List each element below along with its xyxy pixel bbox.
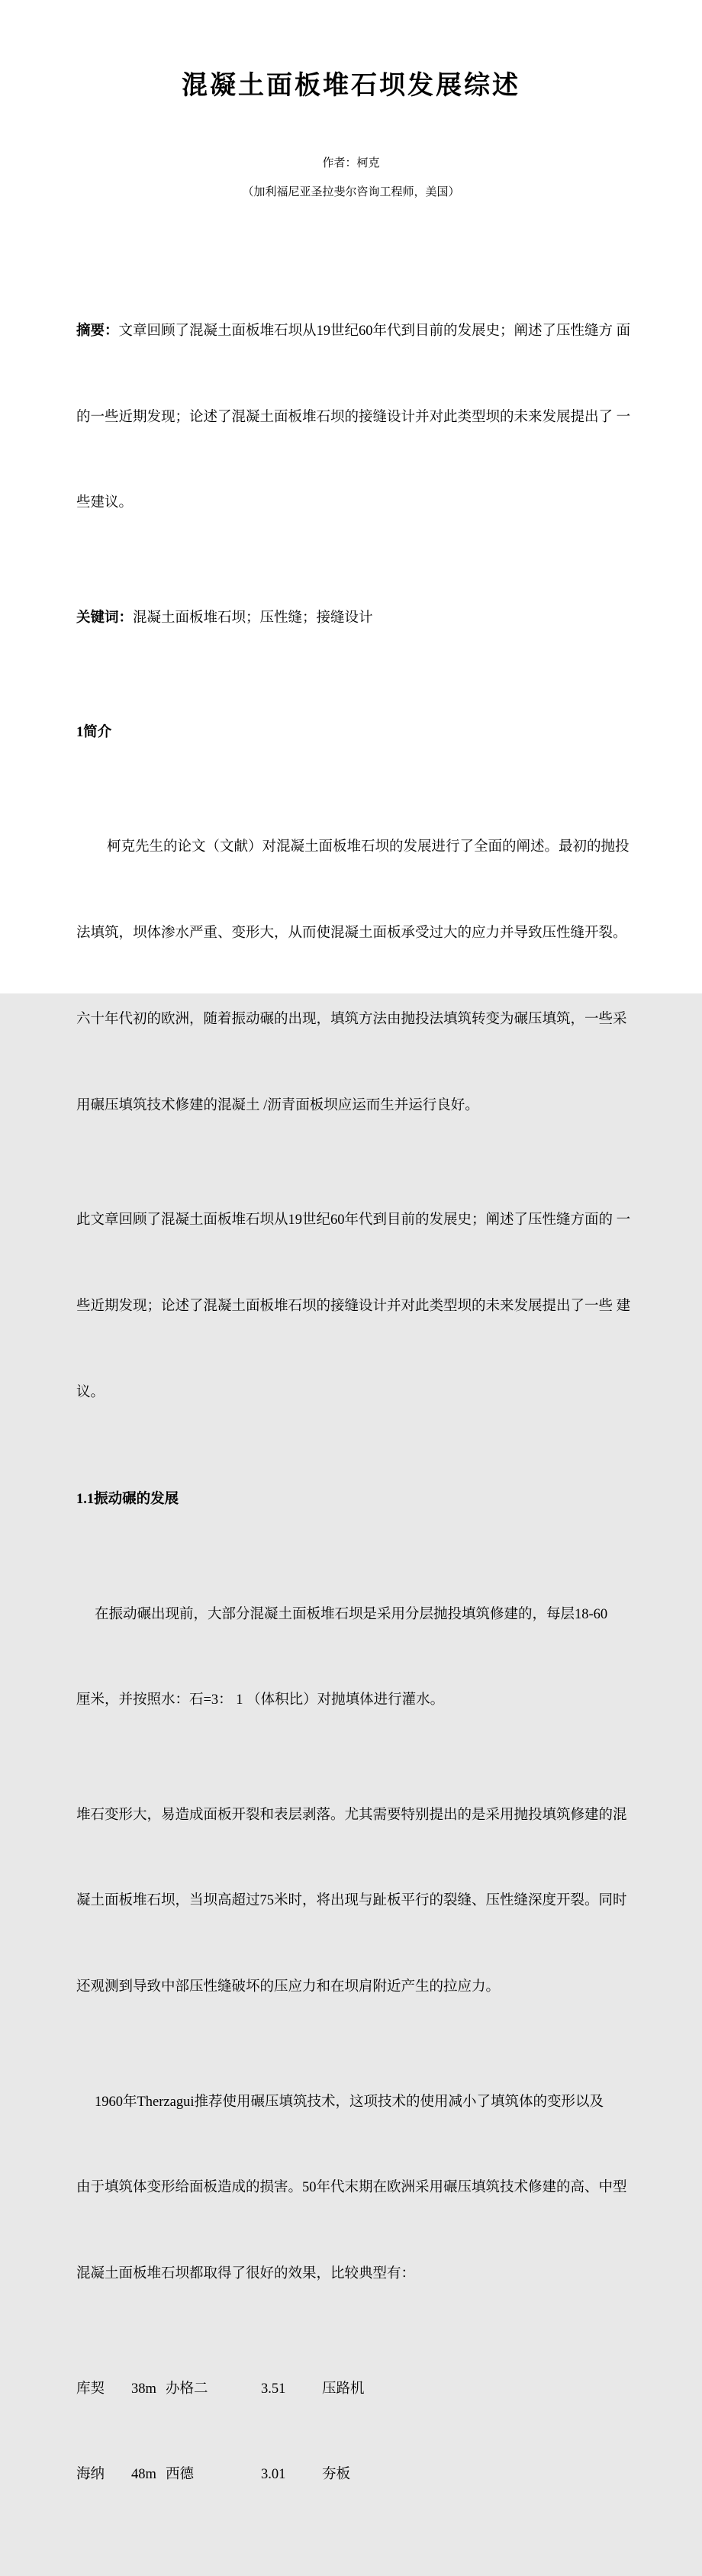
section-heading-roller: 1.1振动碾的发展: [76, 1492, 179, 1508]
section-heading-intro: 1简介: [76, 725, 112, 741]
table-cell-height: 48m: [131, 2467, 156, 2483]
table-row: [76, 2461, 656, 2490]
table-cell-value: 3.51: [261, 2381, 286, 2397]
paragraph-line: 六十年代初的欧洲，随着振动碾的出现，填筑方法由抛投法填筑转变为碾压填筑，一些采: [76, 1012, 627, 1028]
table-cell-equipment: 压路机: [322, 2381, 365, 2397]
table-cell-location: 西德: [166, 2467, 195, 2483]
table-cell-location: 办格二: [166, 2381, 208, 2397]
paragraph-line: 用碾压填筑技术修建的混凝土 /沥青面板坝应运而生并运行良好。: [76, 1097, 479, 1113]
paragraph-line: 凝土面板堆石坝，当坝高超过75米时，将出现与趾板平行的裂缝、压性缝深度开裂。同时: [76, 1893, 627, 1909]
keywords-text: 混凝土面板堆石坝；压性缝；接缝设计: [133, 610, 373, 626]
paragraph-line: 还观测到导致中部压性缝破坏的压应力和在坝肩附近产生的拉应力。: [76, 1979, 501, 1995]
paragraph-line: 1960年Therzagui推荐使用碾压填筑技术，这项技术的使用减小了填筑体的变形以及: [95, 2094, 604, 2110]
table-row: [76, 2375, 656, 2404]
paragraph-line: 议。: [76, 1384, 105, 1400]
document-title: 混凝土面板堆石坝发展综述: [182, 72, 520, 100]
paragraph-line: 混凝土面板堆石坝都取得了很好的效果，比较典型有：: [76, 2266, 416, 2282]
paragraph-line: 在振动碾出现前，大部分混凝土面板堆石坝是采用分层抛投填筑修建的，每层18-60: [95, 1606, 608, 1622]
abstract-label: 摘要：: [76, 323, 119, 339]
abstract-line: 的一些近期发现；论述了混凝土面板堆石坝的接缝设计并对此类型坝的未来发展提出了 一: [76, 409, 631, 425]
abstract-text: 文章回顾了混凝土面板堆石坝从19世纪60年代到目前的发展史；阐述了压性缝方 面: [118, 323, 631, 339]
affiliation-line: （加利福尼亚圣拉斐尔咨询工程师，美国）: [242, 186, 460, 198]
paragraph-line: 由于填筑体变形给面板造成的损害。50年代末期在欧洲采用碾压填筑技术修建的高、中型: [76, 2180, 627, 2196]
abstract-line: [76, 317, 656, 346]
paragraph-line: 法填筑，坝体渗水严重、变形大，从而使混凝土面板承受过大的应力并导致压性缝开裂。: [76, 926, 627, 942]
paragraph-line: 厘米，并按照水：石=3： 1 （体积比）对抛填体进行灌水。: [76, 1692, 445, 1708]
paragraph-line: 些近期发现；论述了混凝土面板堆石坝的接缝设计并对此类型坝的未来发展提出了一些 建: [76, 1298, 631, 1314]
table-cell-dam-name: 海纳: [76, 2467, 105, 2483]
table-cell-value: 3.01: [261, 2467, 286, 2483]
paragraph-line: 堆石变形大，易造成面板开裂和表层剥落。尤其需要特别提出的是采用抛投填筑修建的混: [76, 1807, 627, 1823]
table-cell-dam-name: 库契: [76, 2381, 105, 2397]
document-body: [76, 231, 656, 2576]
keywords-label: 关键词：: [76, 610, 134, 626]
table-cell-equipment: 夯板: [322, 2467, 351, 2483]
paragraph-line: 此文章回顾了混凝土面板堆石坝从19世纪60年代到目前的发展史；阐述了压性缝方面的 一: [76, 1212, 631, 1228]
author-line: 作者：柯克: [322, 157, 380, 169]
abstract-line: 些建议。: [76, 495, 134, 511]
table-cell-height: 38m: [131, 2381, 156, 2397]
keywords-line: [76, 604, 656, 633]
paragraph-line: 柯克先生的论文（文献）对混凝土面板堆石坝的发展进行了全面的阐述。最初的抛投: [107, 839, 630, 855]
